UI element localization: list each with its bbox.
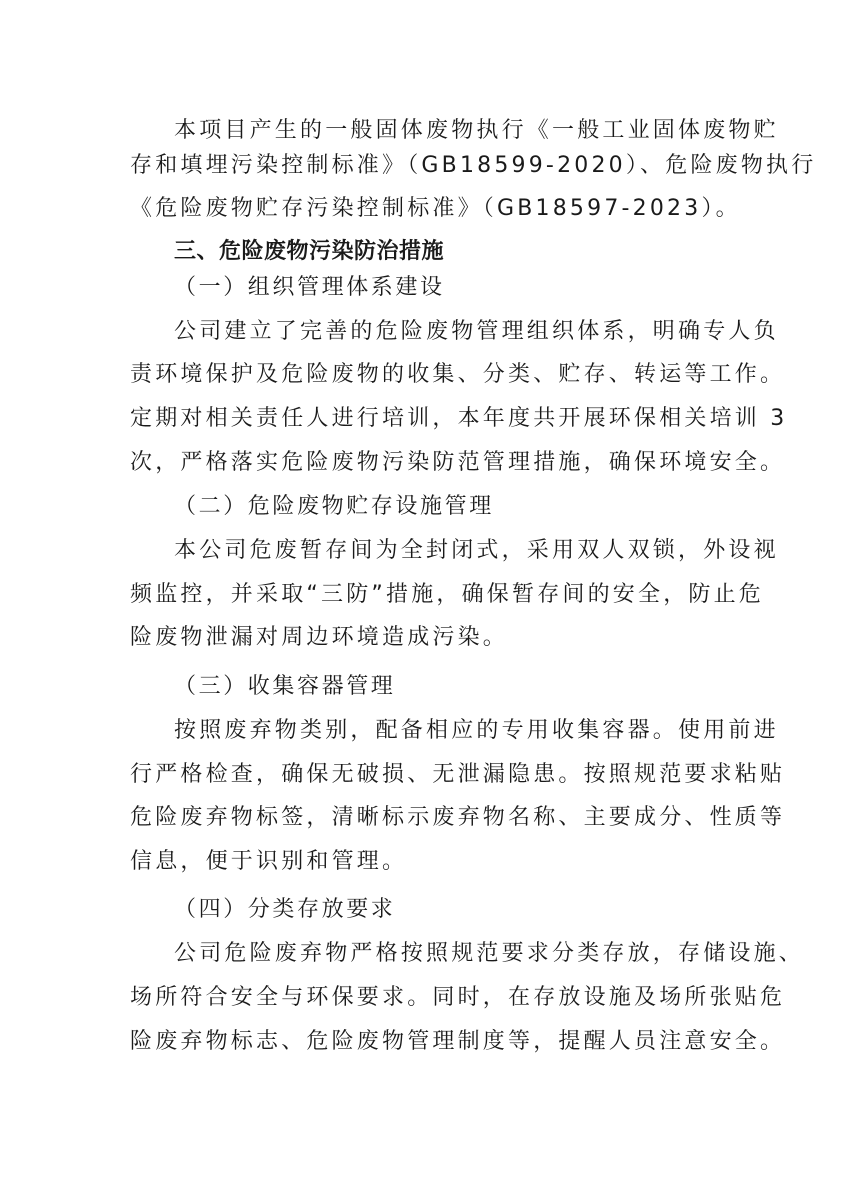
subsection-3-line-1: 按照废弃物类别，配备相应的专用收集容器。使用前进 [174,718,779,743]
subsection-4-heading: （四）分类存放要求 [174,897,396,922]
intro-line-2: 存和填埋污染控制标准》（GB18599-2020）、危险废物执行 [130,153,817,178]
subsection-1-line-4: 次，严格落实危险废物污染防范管理措施，确保环境安全。 [130,450,786,475]
subsection-2-line-3: 险废物泄漏对周边环境造成污染。 [130,625,509,650]
subsection-2-heading: （二）危险废物贮存设施管理 [174,494,494,519]
subsection-1-line-1: 公司建立了完善的危险废物管理组织体系，明确专人负 [174,319,779,344]
subsection-1-line-3: 定期对相关责任人进行培训，本年度共开展环保相关培训 3 [130,406,788,431]
section-title: 三、危险废物污染防治措施 [174,239,445,264]
subsection-3-line-2: 行严格检查，确保无破损、无泄漏隐患。按照规范要求粘贴 [130,762,786,787]
subsection-2-line-1: 本公司危废暂存间为全封闭式，采用双人双锁，外设视 [174,538,779,563]
subsection-3-line-3: 危险废弃物标签，清晰标示废弃物名称、主要成分、性质等 [130,805,786,830]
subsection-4-line-1: 公司危险废弃物严格按照规范要求分类存放，存储设施、 [174,941,805,966]
intro-line-3: 《危险废物贮存污染控制标准》（GB18597-2023）。 [130,196,741,221]
subsection-4-line-2: 场所符合安全与环保要求。同时，在存放设施及场所张贴危 [130,985,786,1010]
intro-line-1: 本项目产生的一般固体废物执行《一般工业固体废物贮 [174,118,779,143]
subsection-4-line-3: 险废弃物标志、危险废物管理制度等，提醒人员注意安全。 [130,1029,786,1054]
subsection-2-line-2: 频监控，并采取“三防”措施，确保暂存间的安全，防止危 [130,582,764,607]
subsection-3-line-4: 信息，便于识别和管理。 [130,849,408,874]
subsection-1-line-2: 责环境保护及危险废物的收集、分类、贮存、转运等工作。 [130,362,786,387]
subsection-3-heading: （三）收集容器管理 [174,674,396,699]
subsection-1-heading: （一）组织管理体系建设 [174,275,445,300]
